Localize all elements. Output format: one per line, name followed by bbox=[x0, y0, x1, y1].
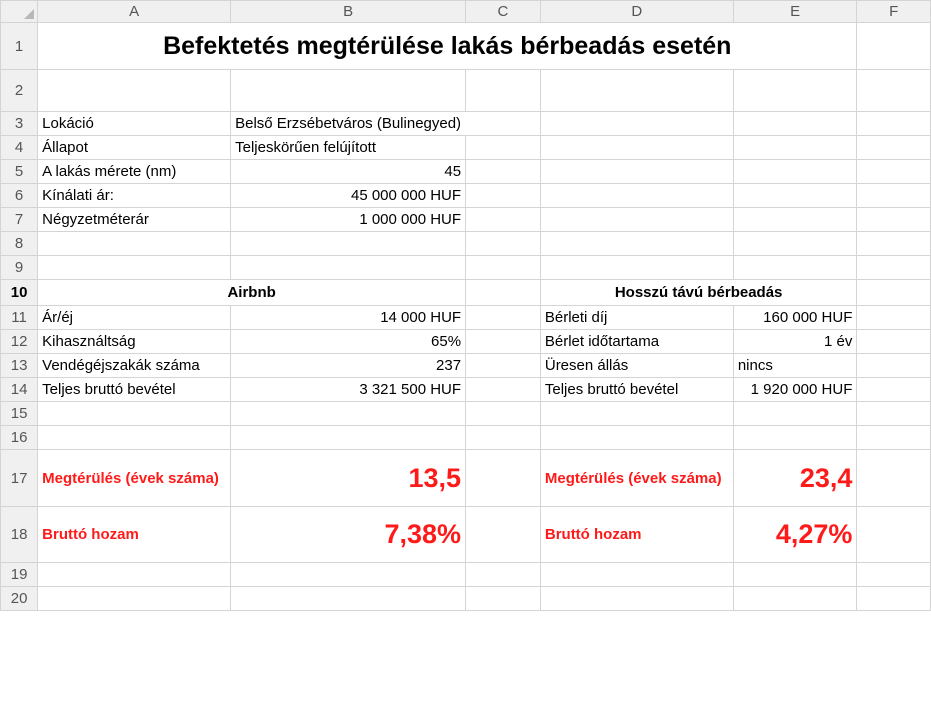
airbnb-payback-value[interactable]: 13,5 bbox=[231, 450, 466, 507]
cell-d15[interactable] bbox=[540, 402, 733, 426]
column-header-d[interactable]: D bbox=[540, 1, 733, 23]
cell-a8[interactable] bbox=[38, 232, 231, 256]
cell-e16[interactable] bbox=[733, 426, 857, 450]
column-header-a[interactable]: A bbox=[38, 1, 231, 23]
row-header-18[interactable]: 18 bbox=[1, 507, 38, 563]
cell-c6[interactable] bbox=[466, 184, 541, 208]
cell-d13[interactable]: Üresen állás bbox=[540, 354, 733, 378]
cell-a12[interactable]: Kihasználtság bbox=[38, 330, 231, 354]
cell-a11[interactable]: Ár/éj bbox=[38, 306, 231, 330]
cell-c17[interactable] bbox=[466, 450, 541, 507]
cell-e14[interactable]: 1 920 000 HUF bbox=[733, 378, 857, 402]
row-header-6[interactable]: 6 bbox=[1, 184, 38, 208]
row-header-17[interactable]: 17 bbox=[1, 450, 38, 507]
cell-b13[interactable]: 237 bbox=[231, 354, 466, 378]
cell-a2[interactable] bbox=[38, 70, 231, 112]
row-header-5[interactable]: 5 bbox=[1, 160, 38, 184]
longterm-gross-yield-value[interactable]: 4,27% bbox=[733, 507, 857, 563]
row-header-4[interactable]: 4 bbox=[1, 136, 38, 160]
cell-d4[interactable] bbox=[540, 136, 733, 160]
cell-d16[interactable] bbox=[540, 426, 733, 450]
cell-b3[interactable]: Belső Erzsébetváros (Bulinegyed) bbox=[231, 112, 466, 136]
cell-c8[interactable] bbox=[466, 232, 541, 256]
cell-c9[interactable] bbox=[466, 256, 541, 280]
cell-e7[interactable] bbox=[733, 208, 857, 232]
row-header-12[interactable]: 12 bbox=[1, 330, 38, 354]
cell-c19[interactable] bbox=[466, 563, 541, 587]
cell-e8[interactable] bbox=[733, 232, 857, 256]
cell-b8[interactable] bbox=[231, 232, 466, 256]
cell-c5[interactable] bbox=[466, 160, 541, 184]
cell-f2[interactable] bbox=[857, 70, 931, 112]
cell-c12[interactable] bbox=[466, 330, 541, 354]
cell-b9[interactable] bbox=[231, 256, 466, 280]
column-header-c[interactable]: C bbox=[466, 1, 541, 23]
cell-a5[interactable]: A lakás mérete (nm) bbox=[38, 160, 231, 184]
cell-e9[interactable] bbox=[733, 256, 857, 280]
row-header-9[interactable]: 9 bbox=[1, 256, 38, 280]
cell-f11[interactable] bbox=[857, 306, 931, 330]
cell-f3[interactable] bbox=[857, 112, 931, 136]
cell-f8[interactable] bbox=[857, 232, 931, 256]
sheet-title-cell[interactable]: Befektetés megtérülése lakás bérbeadás esetén bbox=[38, 23, 857, 70]
row-header-7[interactable]: 7 bbox=[1, 208, 38, 232]
cell-c3[interactable] bbox=[466, 112, 541, 136]
cell-b11[interactable]: 14 000 HUF bbox=[231, 306, 466, 330]
cell-b14[interactable]: 3 321 500 HUF bbox=[231, 378, 466, 402]
row-header-15[interactable]: 15 bbox=[1, 402, 38, 426]
cell-d3[interactable] bbox=[540, 112, 733, 136]
cell-f12[interactable] bbox=[857, 330, 931, 354]
column-header-b[interactable]: B bbox=[231, 1, 466, 23]
cell-f17[interactable] bbox=[857, 450, 931, 507]
cell-b19[interactable] bbox=[231, 563, 466, 587]
cell-a9[interactable] bbox=[38, 256, 231, 280]
row-header-16[interactable]: 16 bbox=[1, 426, 38, 450]
row-header-10[interactable]: 10 bbox=[1, 280, 38, 306]
cell-f14[interactable] bbox=[857, 378, 931, 402]
cell-f7[interactable] bbox=[857, 208, 931, 232]
select-all-corner[interactable] bbox=[1, 1, 38, 23]
cell-e4[interactable] bbox=[733, 136, 857, 160]
cell-b12[interactable]: 65% bbox=[231, 330, 466, 354]
cell-c16[interactable] bbox=[466, 426, 541, 450]
cell-d5[interactable] bbox=[540, 160, 733, 184]
row-header-1[interactable]: 1 bbox=[1, 23, 38, 70]
cell-a20[interactable] bbox=[38, 587, 231, 611]
cell-c10[interactable] bbox=[466, 280, 541, 306]
cell-f9[interactable] bbox=[857, 256, 931, 280]
cell-f1[interactable] bbox=[857, 23, 931, 70]
row-header-3[interactable]: 3 bbox=[1, 112, 38, 136]
cell-d11[interactable]: Bérleti díj bbox=[540, 306, 733, 330]
cell-d7[interactable] bbox=[540, 208, 733, 232]
cell-e5[interactable] bbox=[733, 160, 857, 184]
cell-d9[interactable] bbox=[540, 256, 733, 280]
cell-f18[interactable] bbox=[857, 507, 931, 563]
cell-e3[interactable] bbox=[733, 112, 857, 136]
cell-a3[interactable]: Lokáció bbox=[38, 112, 231, 136]
cell-f19[interactable] bbox=[857, 563, 931, 587]
cell-c7[interactable] bbox=[466, 208, 541, 232]
cell-f6[interactable] bbox=[857, 184, 931, 208]
cell-b6[interactable]: 45 000 000 HUF bbox=[231, 184, 466, 208]
row-header-2[interactable]: 2 bbox=[1, 70, 38, 112]
cell-f5[interactable] bbox=[857, 160, 931, 184]
cell-c14[interactable] bbox=[466, 378, 541, 402]
cell-f4[interactable] bbox=[857, 136, 931, 160]
cell-f13[interactable] bbox=[857, 354, 931, 378]
cell-e11[interactable]: 160 000 HUF bbox=[733, 306, 857, 330]
cell-f20[interactable] bbox=[857, 587, 931, 611]
airbnb-section-header[interactable]: Airbnb bbox=[38, 280, 466, 306]
cell-a14[interactable]: Teljes bruttó bevétel bbox=[38, 378, 231, 402]
cell-a13[interactable]: Vendégéjszakák száma bbox=[38, 354, 231, 378]
cell-f15[interactable] bbox=[857, 402, 931, 426]
cell-a7[interactable]: Négyzetméterár bbox=[38, 208, 231, 232]
longterm-gross-yield-label[interactable]: Bruttó hozam bbox=[540, 507, 733, 563]
cell-c18[interactable] bbox=[466, 507, 541, 563]
airbnb-payback-label[interactable]: Megtérülés (évek száma) bbox=[38, 450, 231, 507]
cell-c11[interactable] bbox=[466, 306, 541, 330]
row-header-8[interactable]: 8 bbox=[1, 232, 38, 256]
long-term-section-header[interactable]: Hosszú távú bérbeadás bbox=[540, 280, 857, 306]
cell-e15[interactable] bbox=[733, 402, 857, 426]
cell-a19[interactable] bbox=[38, 563, 231, 587]
cell-d20[interactable] bbox=[540, 587, 733, 611]
cell-d19[interactable] bbox=[540, 563, 733, 587]
row-header-19[interactable]: 19 bbox=[1, 563, 38, 587]
row-header-11[interactable]: 11 bbox=[1, 306, 38, 330]
cell-f16[interactable] bbox=[857, 426, 931, 450]
cell-e19[interactable] bbox=[733, 563, 857, 587]
cell-c20[interactable] bbox=[466, 587, 541, 611]
cell-e12[interactable]: 1 év bbox=[733, 330, 857, 354]
row-header-20[interactable]: 20 bbox=[1, 587, 38, 611]
cell-d14[interactable]: Teljes bruttó bevétel bbox=[540, 378, 733, 402]
cell-b16[interactable] bbox=[231, 426, 466, 450]
cell-a15[interactable] bbox=[38, 402, 231, 426]
cell-e20[interactable] bbox=[733, 587, 857, 611]
cell-b2[interactable] bbox=[231, 70, 466, 112]
column-header-f[interactable]: F bbox=[857, 1, 931, 23]
cell-c4[interactable] bbox=[466, 136, 541, 160]
cell-e13[interactable]: nincs bbox=[733, 354, 857, 378]
cell-a16[interactable] bbox=[38, 426, 231, 450]
cell-b20[interactable] bbox=[231, 587, 466, 611]
airbnb-gross-yield-label[interactable]: Bruttó hozam bbox=[38, 507, 231, 563]
cell-b7[interactable]: 1 000 000 HUF bbox=[231, 208, 466, 232]
cell-d8[interactable] bbox=[540, 232, 733, 256]
cell-d2[interactable] bbox=[540, 70, 733, 112]
cell-a6[interactable]: Kínálati ár: bbox=[38, 184, 231, 208]
longterm-payback-value[interactable]: 23,4 bbox=[733, 450, 857, 507]
cell-d12[interactable]: Bérlet időtartama bbox=[540, 330, 733, 354]
airbnb-gross-yield-value[interactable]: 7,38% bbox=[231, 507, 466, 563]
row-header-14[interactable]: 14 bbox=[1, 378, 38, 402]
cell-c2[interactable] bbox=[466, 70, 541, 112]
row-header-13[interactable]: 13 bbox=[1, 354, 38, 378]
column-header-e[interactable]: E bbox=[733, 1, 857, 23]
cell-f10[interactable] bbox=[857, 280, 931, 306]
cell-c13[interactable] bbox=[466, 354, 541, 378]
cell-e6[interactable] bbox=[733, 184, 857, 208]
longterm-payback-label[interactable]: Megtérülés (évek száma) bbox=[540, 450, 733, 507]
cell-b15[interactable] bbox=[231, 402, 466, 426]
cell-d6[interactable] bbox=[540, 184, 733, 208]
cell-b5[interactable]: 45 bbox=[231, 160, 466, 184]
cell-b4[interactable]: Teljeskörűen felújított bbox=[231, 136, 466, 160]
cell-a4[interactable]: Állapot bbox=[38, 136, 231, 160]
cell-c15[interactable] bbox=[466, 402, 541, 426]
cell-e2[interactable] bbox=[733, 70, 857, 112]
